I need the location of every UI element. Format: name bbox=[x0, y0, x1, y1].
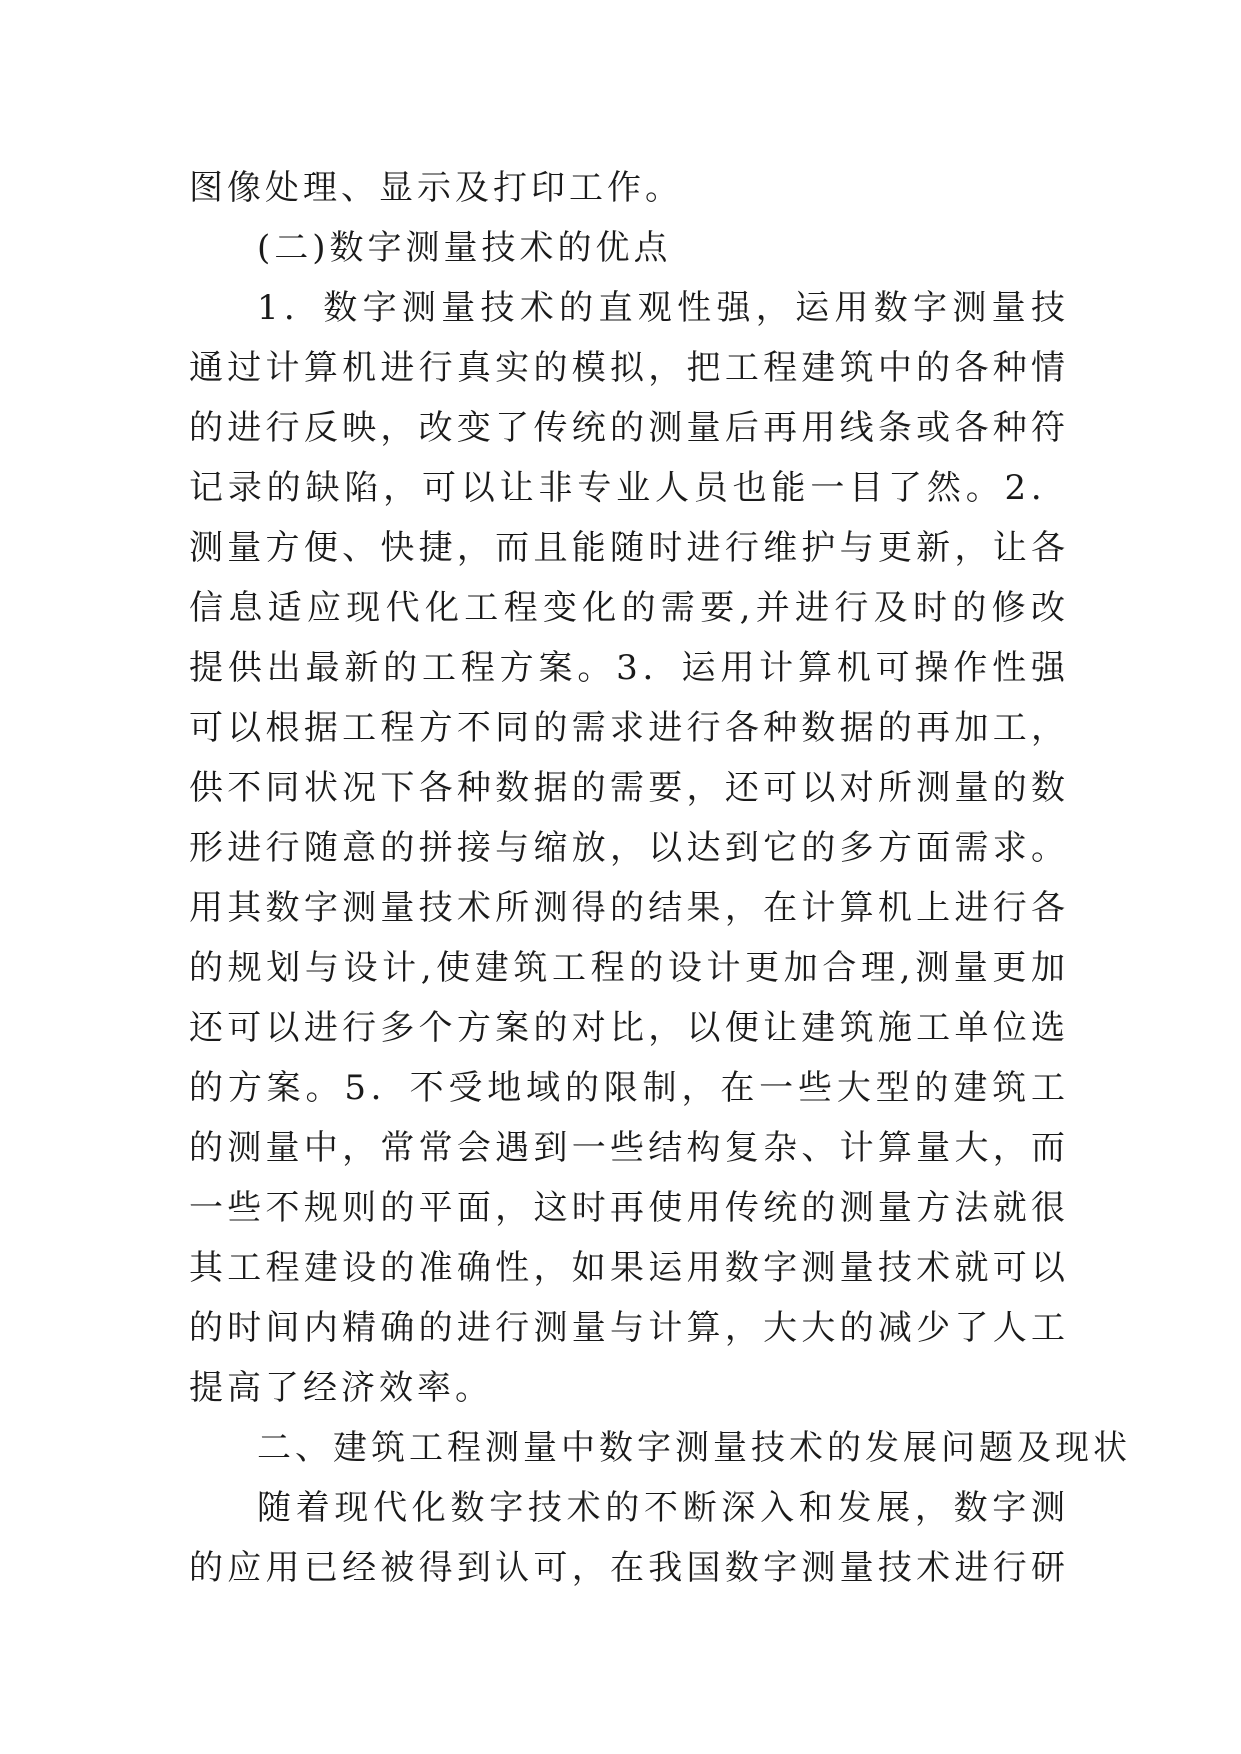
text-line: 的时间内精确的进行测量与计算，大大的减少了人工 bbox=[189, 1308, 1069, 1348]
text-line: (二)数字测量技术的优点 bbox=[257, 228, 672, 268]
text-line: 记录的缺陷，可以让非专业人员也能一目了然。2． bbox=[189, 468, 1069, 508]
text-line: 的测量中，常常会遇到一些结构复杂、计算量大，而 bbox=[189, 1128, 1069, 1168]
body-text bbox=[189, 158, 1131, 1598]
text-line: 一些不规则的平面，这时再使用传统的测量方法就很 bbox=[189, 1188, 1069, 1228]
text-line: 供不同状况下各种数据的需要，还可以对所测量的数 bbox=[189, 768, 1069, 808]
text-line: 1．数字测量技术的直观性强，运用数字测量技 bbox=[257, 288, 1069, 328]
text-line: 的规划与设计,使建筑工程的设计更加合理,测量更加 bbox=[189, 948, 1069, 988]
text-line: 提供出最新的工程方案。3．运用计算机可操作性强 bbox=[189, 648, 1069, 688]
text-line: 图像处理、显示及打印工作。 bbox=[189, 168, 683, 208]
text-line: 二、建筑工程测量中数字测量技术的发展问题及现状 bbox=[257, 1428, 1131, 1468]
text-line: 随着现代化数字技术的不断深入和发展，数字测 bbox=[257, 1488, 1069, 1528]
text-line: 用其数字测量技术所测得的结果，在计算机上进行各 bbox=[189, 888, 1069, 928]
text-line: 信息适应现代化工程变化的需要,并进行及时的修改 bbox=[189, 588, 1069, 628]
text-line: 提高了经济效率。 bbox=[189, 1368, 493, 1408]
text-line: 测量方便、快捷，而且能随时进行维护与更新，让各 bbox=[189, 528, 1069, 568]
text-line: 可以根据工程方不同的需求进行各种数据的再加工， bbox=[189, 708, 1069, 748]
text-line: 其工程建设的准确性，如果运用数字测量技术就可以 bbox=[189, 1248, 1069, 1288]
text-line: 形进行随意的拼接与缩放，以达到它的多方面需求。 bbox=[189, 828, 1069, 868]
text-line: 的方案。5．不受地域的限制，在一些大型的建筑工 bbox=[189, 1068, 1069, 1108]
text-line: 的进行反映，改变了传统的测量后再用线条或各种符 bbox=[189, 408, 1069, 448]
text-line: 的应用已经被得到认可，在我国数字测量技术进行研 bbox=[189, 1548, 1069, 1588]
text-line: 还可以进行多个方案的对比，以便让建筑施工单位选 bbox=[189, 1008, 1069, 1048]
text-line: 通过计算机进行真实的模拟，把工程建筑中的各种情 bbox=[189, 348, 1069, 388]
